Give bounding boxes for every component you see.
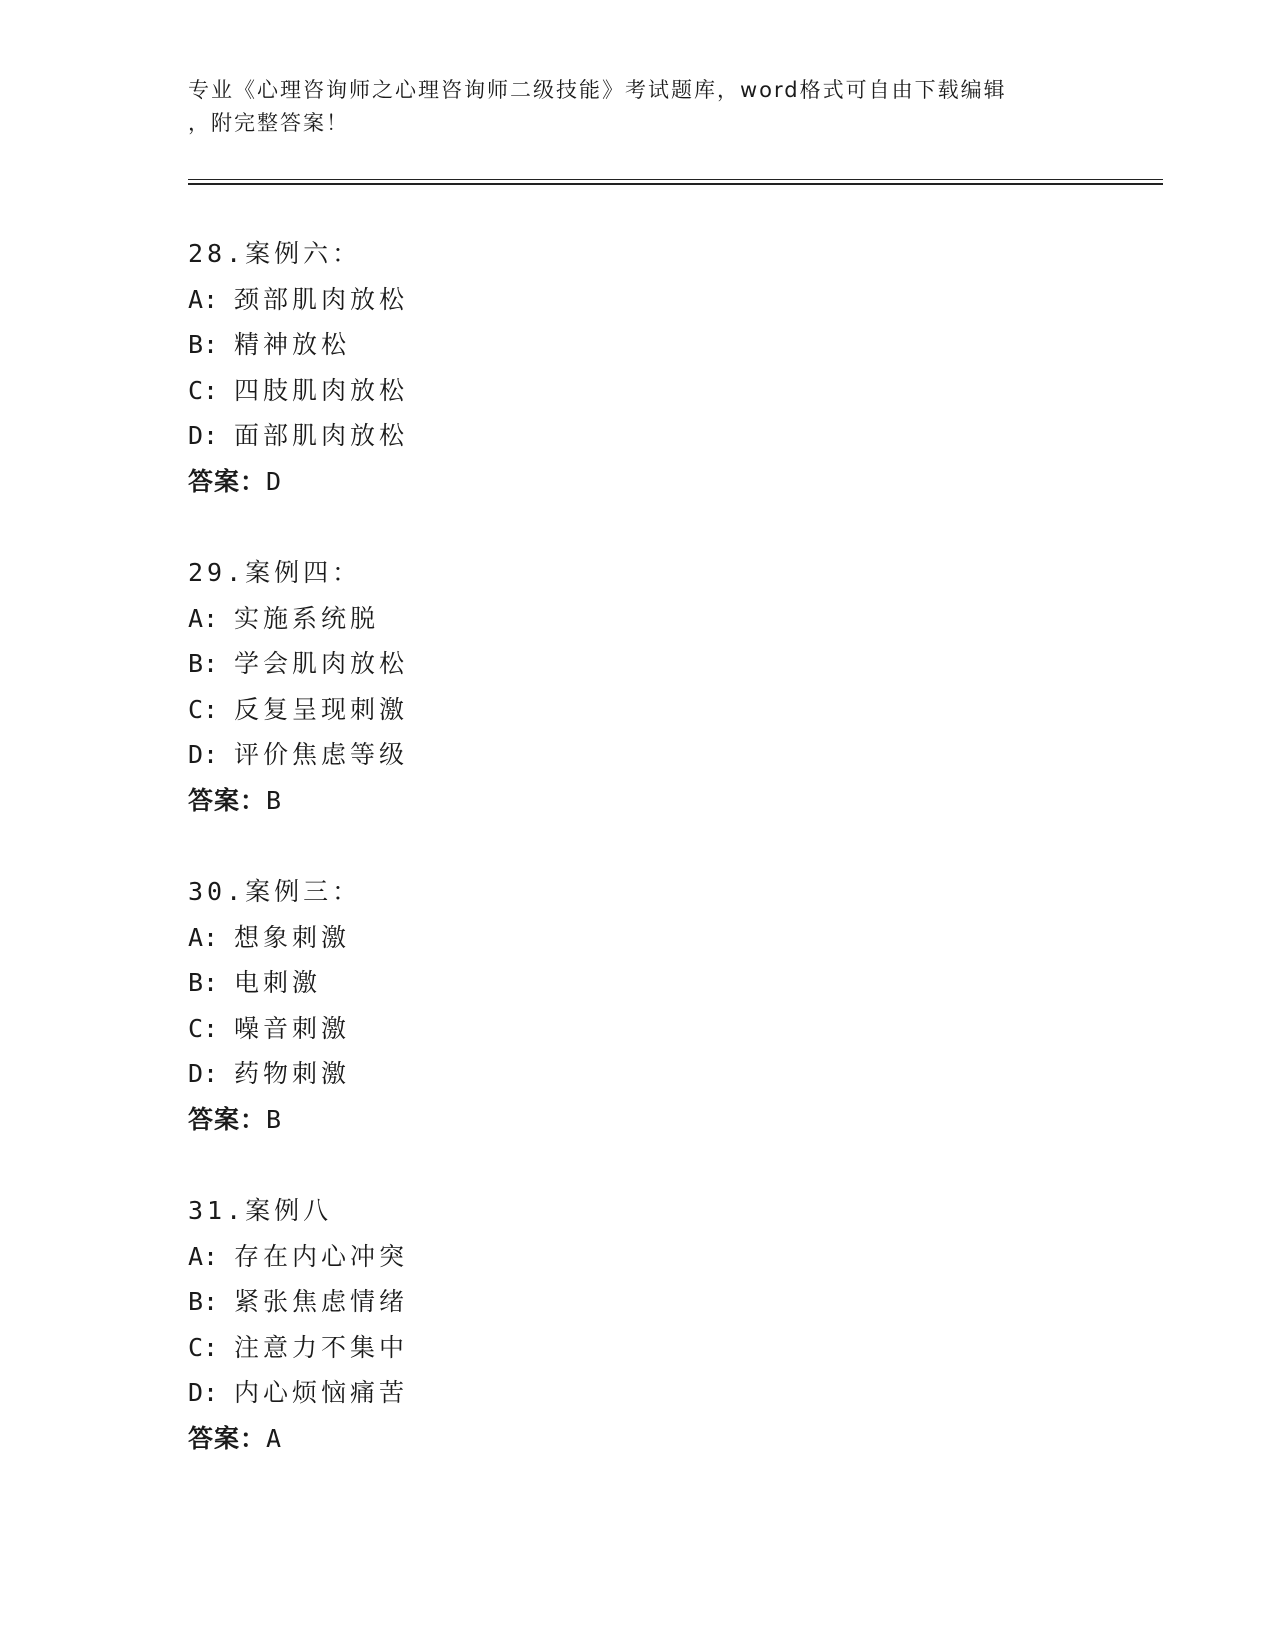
option-d [188,413,888,459]
header-divider-thick [188,183,1163,185]
header-line-1: 专业《心理咨询师之心理咨询师二级技能》考试题库，word格式可自由下载编辑 [188,78,1007,102]
question-block [188,550,888,823]
question-block [188,231,888,504]
answer-line [188,1416,888,1462]
option-letter: A: [188,1241,219,1271]
answer-line [188,1097,888,1143]
option-b [188,960,888,1006]
option-letter: D: [188,1378,219,1407]
option-c [188,687,888,733]
answer-label: 答案： [188,466,267,496]
question-title: 28.案例六： [188,239,362,268]
option-letter: C: [188,1013,219,1043]
option-letter: B: [188,649,219,678]
option-d [188,1051,888,1097]
option-c [188,1006,888,1052]
option-d [188,732,888,778]
option-text: 四肢肌肉放松 [234,375,409,405]
option-letter: C: [188,1332,219,1362]
answer-line [188,459,888,505]
answer-value: B [266,785,283,815]
option-letter: D: [188,740,219,769]
question-title: 29.案例四： [188,558,362,587]
option-text: 反复呈现刺激 [234,694,409,724]
option-text: 存在内心冲突 [234,1241,409,1271]
option-letter: A: [188,603,219,633]
option-text: 面部肌肉放松 [234,421,409,450]
answer-label: 答案： [188,1423,267,1453]
option-text: 想象刺激 [234,922,351,952]
option-a [188,915,888,961]
option-letter: A: [188,922,219,952]
option-letter: C: [188,375,219,405]
option-a [188,277,888,323]
option-text: 注意力不集中 [234,1332,409,1362]
answer-label: 答案： [188,1104,267,1134]
option-text: 药物刺激 [234,1059,351,1088]
option-text: 实施系统脱 [234,603,380,633]
option-d [188,1370,888,1416]
option-b [188,641,888,687]
option-a [188,596,888,642]
option-text: 颈部肌肉放松 [234,284,409,314]
answer-line [188,778,888,824]
option-letter: D: [188,421,219,450]
option-c [188,1325,888,1371]
question-block [188,869,888,1142]
question-title: 30.案例三： [188,877,362,906]
document-header [188,74,1088,140]
option-letter: A: [188,284,219,314]
option-letter: D: [188,1059,219,1088]
answer-value: D [266,466,283,496]
option-text: 噪音刺激 [234,1013,351,1043]
option-c [188,368,888,414]
option-text: 评价焦虑等级 [234,740,409,769]
option-a [188,1234,888,1280]
question-block [188,1188,888,1461]
option-text: 内心烦恼痛苦 [234,1378,409,1407]
option-b [188,322,888,368]
answer-value: A [266,1423,283,1453]
answer-value: B [266,1104,283,1134]
option-letter: B: [188,330,219,359]
option-text: 学会肌肉放松 [234,649,409,678]
option-text: 精神放松 [234,330,351,359]
header-line-2: ，附完整答案！ [188,111,349,135]
option-text: 电刺激 [234,968,322,997]
question-title: 31.案例八 [188,1196,333,1225]
option-text: 紧张焦虑情绪 [234,1287,409,1316]
option-letter: B: [188,968,219,997]
option-letter: B: [188,1287,219,1316]
header-divider-thin [188,179,1163,180]
option-letter: C: [188,694,219,724]
option-b [188,1279,888,1325]
answer-label: 答案： [188,785,267,815]
